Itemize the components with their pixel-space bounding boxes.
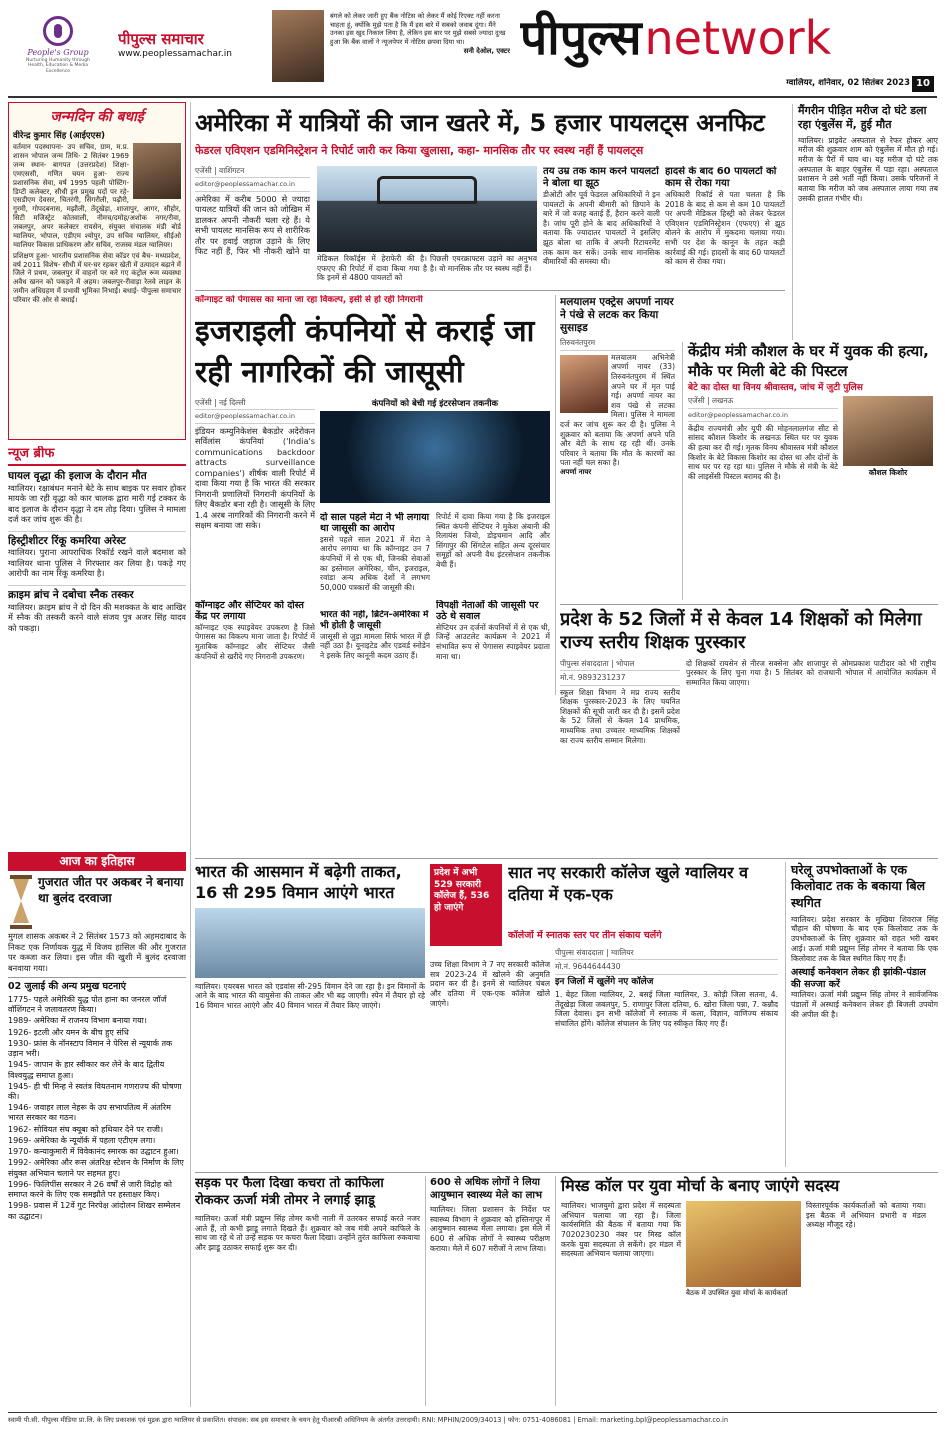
hacker-photo xyxy=(320,411,550,503)
israel-photo-box xyxy=(320,398,550,508)
masthead-rule xyxy=(8,96,937,98)
israel-email: editor@peoplessamachar.co.in xyxy=(195,412,315,423)
birthday-text-2: प्रशिक्षण हुआ- भारतीय प्रशासनिक सेवा कॉडर एवं बैच- मध्यप्रदेश, वर्ष 2011 विशेष- सीधी में घर-घर रहकर खेती में उत्पादन बढ़ाने में जिले ने प्रथम, जबलपुर में वाहनों पर करे गए कंट्रोल रूम व्यवस्था अवैध खनन को पकड़ने में अहम। जबलपुर-रीवाड़ा रेलवे लाइन के जमीन अधिग्रहण में प्रभावी भूमिका निभाई। बधाई- पीपुल्स समाचार परिवार की ओर से बधाई। xyxy=(13,251,181,304)
history-events xyxy=(8,995,186,1222)
israel-photo-label: कंपनियों को बेची गई इंटरसेप्शन तकनीक xyxy=(320,398,550,411)
brief-headline: घायल वृद्धा की इलाज के दौरान मौत xyxy=(8,470,147,483)
israel-kicker: कॉन्गाइट को पेगासस का माना जा रहा विकल्प, इसी से हो रही निगरानी xyxy=(195,295,423,305)
kerala-headline: मलयालम एक्ट्रेस अपर्णा नायर ने पंखे से लटक कर किया सुसाइड xyxy=(560,296,674,335)
lower-rule xyxy=(195,1172,938,1173)
missed-call-text-2: विस्तारपूर्वक कार्यकर्ताओं को बताया गया। इस बैठक में अभियान प्रभारी व मंडल अध्यक्ष मौजूद रहे। xyxy=(806,1200,926,1230)
israel-sub-2: कॉग्नाइट और सेप्टियर को दोस्त केंद्र पर लगाया xyxy=(195,600,304,623)
israel-sub-4: भारत की नहीं, ब्रिटेन-अमेरिका में भी होती है जासूसी xyxy=(320,610,429,631)
awards-mobile: मो.नं. 9893231237 xyxy=(560,673,680,685)
cockpit-window xyxy=(377,176,477,204)
lead-col-1 xyxy=(195,166,310,256)
birthday-name: वीरेन्द्र कुमार सिंह (आईएएस) xyxy=(13,130,105,141)
colleges-body xyxy=(555,948,778,1168)
colleges-byline: पीपुल्स संवाददाता | ग्वालियर xyxy=(555,948,778,960)
network-title xyxy=(520,8,940,72)
colleges-text: 1. बेहट जिला ग्वालियर, 2. बसई जिला ग्वालियर, 3. कोड़ी जिला सतना, 4. तेंदूखेड़ा जिला जबलपुर, 5. राणापुर जिला दतिया, 6. खोरा जिला पन्ना, 7. कन्नौद जिला देवास। इन सभी कॉलेजों में स्नातक में कला, विज्ञान, वाणिज्य संकाय संचालित होंगे। कॉलेज संचालन के लिए पद स्वीकृत किए गए हैं। xyxy=(555,990,778,1029)
history-event: 1926- इटली और यमन के बीच हुए संधि xyxy=(8,1027,129,1037)
israel-col-4 xyxy=(195,600,315,690)
history-event: 1970- कन्याकुमारी में विवेकानंद स्मारक का उद्घाटन हुआ। xyxy=(8,1147,179,1157)
lead-subhead: फेडरल एविएशन एडमिनिस्ट्रेशन ने रिपोर्ट जारी कर किया खुलासा, कहा- मानसिक तौर पर स्वस्थ नहीं हैं पायलट्स xyxy=(195,144,644,157)
lead-email: editor@peoplessamachar.co.in xyxy=(195,180,310,191)
network-title-en: network xyxy=(644,11,832,65)
history-event: 1945- जापान के हार स्वीकार कर लेने के बाद द्वितीय विश्वयुद्ध समाप्त हुआ। xyxy=(8,1060,165,1080)
colleges-headline: सात नए सरकारी कॉलेज खुले ग्वालियर व दतिया में एक-एक xyxy=(508,863,749,905)
lead-headline: अमेरिका में यात्रियों की जान खतरे में, 5 हजार पायलट्स अनफिट xyxy=(195,109,765,137)
awards-text-2: दो शिक्षकों रायसेन से नीरज सक्सेना और शाजापुर से ओमप्रकाश पाटीदार को भी राष्ट्रीय पुरस्कार के लिए चुना गया है। 5 सितंबर को राजधानी भोपाल में आयोजित कार्यक्रम में सम्मानित किया जाएगा। xyxy=(686,658,936,687)
history-event: 1969- अमेरिका के न्यूयॉर्क में पहला एटीएम लगा। xyxy=(8,1135,156,1145)
awards-text: स्कूल शिक्षा विभाग ने मप्र राज्य स्तरीय शिक्षक पुरस्कार-2023 के लिए चयनित शिक्षकों की सूची जारी कर दी है। इसमें प्रदेश के 52 जिलों से केवल 14 प्राथमिक, माध्यमिक तथा उच्चतर माध्यमिक शिक्षकों का राज्य स्तरीय सम्मान मिलेगा। xyxy=(560,687,680,745)
israel-sub-2-text: कॉग्नाइट एक स्पाइवेयर उपकरण है जिसे पेगासस का विकल्प माना जाता है। रिपोर्ट में मुताबिक कॉग्नाइट और सेप्टियर जैसी कंपनियों से खरीदे गए निगरानी उपकरण। xyxy=(195,622,315,661)
garbage-headline: सड़क पर फैला दिखा कचरा तो काफिला रोककर ऊर्जा मंत्री तोमर ने लगाई झाडू xyxy=(195,1176,384,1208)
quote-author-photo xyxy=(272,10,324,82)
electricity-sub: अस्थाई कनेक्शन लेकर ही झांकी-पंडाल की सज्जा करें xyxy=(791,967,926,990)
israel-col-3 xyxy=(436,512,550,602)
minister-subhead: बेटे का दोस्त था विनय श्रीवास्तव, जांच में जुटी पुलिस xyxy=(688,383,863,393)
israel-col-1 xyxy=(195,398,315,593)
cockpit-photo xyxy=(317,166,537,252)
lead-col-4-text: अधिकारी रिकॉर्ड से पता चलता है कि 2018 के बाद से कम से कम 10 पायलटों पर अपनी मेडिकल हिस्ट्री को लेकर फेडरल एविएशन एडमिनिस्ट्रेशन (एफएए) से झूठ बोलने के आरोप में मुकदमा चलाया गया। सभी पर देश के कानून के तहत कड़ी कार्रवाई की गई। हादसों के बाद 60 पायलटों को काम से रोका गया। xyxy=(665,190,785,267)
dateline: ग्वालियर, शनिवार, 02 सितंबर 2023 xyxy=(786,78,910,88)
history-text: मुगल शासक अकबर ने 2 सितंबर 1573 को अहमदाबाद के निकट एक निर्णायक युद्ध में विजय हासिल की और गुजरात पर कब्जा कर लिया। इस जीत की खुशी में बुलंद दरवाजा बनवाया गया। xyxy=(8,931,186,973)
missed-call-text: ग्वालियर। भाजयुमो द्वारा प्रदेश में सदस्यता अभियान चलाया जा रहा है। जिला कार्यसमिति की बैठक में बताया गया कि 7020230230 नंबर पर मिस्ड कॉल करके युवा सदस्यता ले सकेंगे। हर मंडल में सदस्यता अभियान चलाया जाएगा। xyxy=(561,1200,681,1259)
brief-item xyxy=(8,585,186,633)
israel-col-2 xyxy=(320,512,430,602)
lead-col-4-head: हादसे के बाद 60 पायलटों को काम से रोका गया xyxy=(665,166,777,189)
birthday-photo xyxy=(133,143,181,199)
brief-text: ग्वालियर। क्राइम ब्रांच ने दो दिन की मशक्कत के बाद आखिर में स्नैक की तस्करी करने वाले संजय पुत्र अजर सिंह यादव को पकड़ा। xyxy=(8,601,186,633)
awards-byline: पीपुल्स संवाददाता | भोपाल xyxy=(560,659,680,671)
israel-sub-4-text: जासूसी से जुड़ा मामला सिर्फ भारत में ही नहीं उठा है। यूनाइटेड और एडवर्ड स्नोडेन ने इसके लिए कानूनी कदम उठाए हैं। xyxy=(320,631,430,660)
group-tagline: Nurturing Humanity through Health, Education & Media Excellence xyxy=(26,58,90,74)
hourglass-icon xyxy=(8,875,34,931)
colleges-mobile: मो.नं. 9644644430 xyxy=(555,962,778,974)
colleges-list-head: इन जिलों में खुलेंगे नए कॉलेज xyxy=(555,976,654,987)
lead-col-1-text: अमेरिका में करीब 5000 से ज्यादा पायलट यात्रियों की जान को जोखिम में डालकर अपनी नौकरी चला रहे हैं। ये सभी पायलट मानसिक रूप से शारीरिक तौर पर हवाई जहाज उड़ाने के लिए फिट नहीं हैं, फिर भी नौकरी खोने या xyxy=(195,193,310,256)
lead-byline: एजेंसी | वाशिंगटन xyxy=(195,166,310,178)
electricity-sub-text: ग्वालियर। ऊर्जा मंत्री प्रद्युम्न सिंह तोमर ने सार्वजनिक पंडालों में अस्थाई कनेक्शन लेकर ही बिजली उपयोग की अपील की है। xyxy=(791,990,938,1019)
minister-text: केंद्रीय राज्यमंत्री और यूपी की मोहनलालगंज सीट से सांसद कौशल किशोर के लखनऊ स्थित घर पर युवक की हत्या कर दी गई। मृतक विनय श्रीवास्तव मंत्री कौशल किशोर के बेटे विकास किशोर का दोस्त था और दोनों के साथ घर पर रह रहा था। पुलिस ने मौके से मंत्री के बेटे की लाइसेंसी पिस्टल बरामद की है। xyxy=(688,423,838,481)
israel-col-6 xyxy=(320,610,430,700)
minister-photo xyxy=(843,396,933,466)
aviation-text-2: उच्च शिक्षा विभाग ने 7 नए सरकारी कॉलेज सत्र 2023-24 में खोलने की अनुमति प्रदान कर दी है। इनमें से ग्वालियर चंबल और दतिया में एक-एक कॉलेज खोले जाएंगे। xyxy=(430,960,550,1008)
footer: स्वामी पी.सी. पीपुल्स मीडिया प्रा.लि. के लिए प्रकाशक एवं मुद्रक द्वारा ग्वालियर से प्रकाशित। संपादक: सब इस समाचार के चयन हेतु पीआरबी अधिनियम के अंतर्गत उत्तरदायी। RNI: MPHIN/2009/34013 | फोन: 0751-4086081 | Email: marketing.bpl@peoplessamachar.co.in xyxy=(8,1412,937,1438)
israel-sub-1: दो साल पहले मेटा ने भी लगाया था जासूसी का आरोप xyxy=(320,512,430,535)
birthday-title: जन्मदिन की बधाई xyxy=(50,109,144,125)
brief-text: ग्वालियर। रक्षाबंधन मनाने बेटे के साथ बाइक पर सवार होकर मायके जा रही वृद्धा को कार चालक द्वारा मारी गई टक्कर के बाद इलाज के दौरान वृद्धा ने दम तोड़ दिया। पुलिस ने मामला दर्ज कर जांच शुरू की है। xyxy=(8,482,186,525)
side-story xyxy=(792,104,938,340)
column-divider xyxy=(555,295,556,695)
history-event: 1962- सोवियत संघ क्यूबा को हथियार देने पर राजी। xyxy=(8,1124,164,1134)
brief-text: ग्वालियर। पुराना आपराधिक रिकॉर्ड रखने वाले बदमाश को ग्वालियर थाना पुलिस ने गिरफ्तार कर लिया है। पकड़े गए आरोपी का नाम रिंकू कमरिया है। xyxy=(8,547,186,579)
brief-headline: हिस्ट्रीशीटर रिंकू कमरिया अरेस्ट xyxy=(8,534,126,547)
news-brief-title: न्यूज ब्रीफ xyxy=(8,446,186,466)
group-logo-text: People's Group xyxy=(27,48,89,57)
israel-sub-1-text: इससे पहले साल 2021 में मेटा ने आरोप लगाया था कि कॉग्नाइट उन 7 कंपनियों में से एक थी, जिनकी सेवाओं का इस्तेमाल अमेरिका, चीन, इजराइल, रवांडा अन्य अधिक देशों ने लगभग 50,000 पत्रकारों की जासूसी की। xyxy=(320,534,430,592)
history-event: 1989- अमेरिका में राजनय विभाग बनाया गया। xyxy=(8,1016,147,1026)
electricity-headline: घरेलू उपभोक्ताओं के एक किलोवाट तक के बकाया बिल स्थगित xyxy=(791,862,926,910)
lead-bottom-rule xyxy=(195,290,785,291)
history-event: 1996- फिलिपींस सरकार ने 26 वर्षों से जारी विद्रोह को समाप्त करने के लिए एक समझौते पर हस्ताक्षर किए। xyxy=(8,1179,172,1200)
history-event: 1945- ही ची मिन्ह ने स्वतंत्र वियतनाम गणराज्य की घोषणा की। xyxy=(8,1081,182,1101)
meeting-photo xyxy=(686,1201,801,1287)
israel-col-2-text: रिपोर्ट में दावा किया गया है कि इजराइल स्थित कंपनी सेप्टियर ने मुकेश अंबानी की रिलायंस जियो, डोइचमान आदि और सिंगापुर की सिंगटेल सहित अन्य दूरसंचार समूहों को अपनी वैध इंटरसेप्शन तकनीक बेची हैं। xyxy=(436,512,550,569)
brief-item xyxy=(8,470,186,525)
history-event: 1998- प्रवास में 12वें गुट निरपेक्ष आंदोलन शिखर सम्मेलन का उद्घाटन। xyxy=(8,1201,181,1221)
history-box xyxy=(8,852,186,1407)
israel-headline: इजराइली कंपनियों से कराई जा रही नागरिकों की जासूसी xyxy=(195,314,535,390)
brand-name: पीपुल्स समाचार xyxy=(118,30,204,48)
brief-item xyxy=(8,531,186,579)
minister-story xyxy=(682,342,938,600)
side-story-text: ग्वालियर। प्राइवेट अस्पताल से रेफर होकर आए मरीज की शुक्रवार शाम को एंबुलेंस में मौत हो गई। मरीज के पैरों में घाव था। यह मरीज दो घंटे तक अस्पताल के बाहर एंबुलेंस में पड़ा रहा। अस्पताल प्रशासन ने उसे भर्ती नहीं किया। उसके परिजनों ने बताया कि मरीज को जब अस्पताल लाया गया तब उसकी हालत गंभीर थी। xyxy=(798,135,938,203)
quote-author: सनी देओल, एक्टर xyxy=(463,46,510,55)
electricity-story xyxy=(785,862,938,1167)
lead-col-3-head: तय उम्र तक काम करने पायलटों ने बोला था झूठ xyxy=(543,166,659,189)
airplane-photo xyxy=(195,908,425,978)
israel-col-1-text: इंडियन कम्युनिकेशंस बैकडोर अदेरोकन सर्विलांस कंपनियां ('India's communications backdoor attracts surveillance companies') शीर्षक वाली रिपोर्ट में दावा किया गया है कि भारत की सरकार निगरानी प्रणालियों निगरानी कंपनियों के लिए बैकडोर बना रही है। जासूसी के लिए 1.4 अरब नागरिकों की निगरानी करने में सक्षम बनाया जा सके। xyxy=(195,425,315,530)
group-logo-icon xyxy=(43,16,73,46)
minister-email: editor@peoplessamachar.co.in xyxy=(688,411,838,422)
birthday-box xyxy=(8,102,186,440)
colleges-box: प्रदेश में अभी 529 सरकारी कॉलेज हैं, 536 हो जाएंगे xyxy=(430,864,502,946)
history-list-head: 02 जुलाई की अन्य प्रमुख घटनाएं xyxy=(8,977,186,993)
history-headline: गुजरात जीत पर अकबर ने बनाया था बुलंद दरवाजा xyxy=(38,875,184,905)
lead-col-3-text: डीओटी और पूर्व फेडरल अधिकारियों ने इन पायलटों के अपनी बीमारी को छिपाने के बारे में जो वजह बताई हैं, हैरान करने वाली है। जांच पूरी होने के बाद अधिकारियों ने बताया कि ज्यादातर पायलटों ने इसलिए झूठ बोला था ताकि वे अपनी रिटायरमेंट तक काम कर सकें। उनके साथ मानसिक बीमारियों की समस्या थी। xyxy=(543,190,660,267)
aviation-story xyxy=(195,862,425,1162)
history-event: 1946- जवाहर लाल नेहरू के उप सभापतित्व में अंतरिम भारत सरकार का गठन। xyxy=(8,1103,171,1123)
actress-photo xyxy=(560,355,608,413)
lead-col-2-text: पिछली एयरक्राफ्टस उड़ाने का अनुभव है। वो मानसिक तौर पर स्वस्थ नहीं हैं। xyxy=(430,254,537,273)
minister-byline: एजेंसी | लखनऊ xyxy=(688,396,838,408)
page-number: 10 xyxy=(912,76,934,92)
electricity-text: ग्वालियर। प्रदेश सरकार के मुखिया शिवराज सिंह चौहान की घोषणा के बाद एक किलोवाट तक के उपभोक्ताओं के लिए शुक्रवार को राहत भरी खबर आई। ऊर्जा मंत्री प्रद्युम्न सिंह तोमर ने बताया कि एक किलोवाट तक के बिल स्थगित किए गए हैं। xyxy=(791,914,938,963)
israel-byline: एजेंसी | नई दिल्ली xyxy=(195,398,315,410)
aviation-text: ग्वालियर। एयरबस भारत को एडवांस सी-295 विमान देने जा रहा है। इन विमानों के आने के बाद भारत की वायुसेना की ताकत और भी बढ़ जाएगी। स्पेन में तैयार हो रहे 16 विमान भारत आएंगे और 40 विमान भारत में तैयार किए जाएंगे। xyxy=(195,981,425,1011)
ayushman-text: ग्वालियर। जिला प्रशासन के निर्देश पर स्वास्थ्य विभाग ने शुक्रवार को हस्तिनापुर में आयुष्मान स्वास्थ्य मेला लगाया। इस मेले में 600 से अधिक लोगों ने स्वास्थ्य परीक्षण कराया। मेले में 607 मरीजों ने लाभ लिया। xyxy=(430,1205,550,1253)
website-link[interactable]: www.peoplessamachar.in xyxy=(118,48,232,59)
ayushman-headline: 600 से अधिक लोगों ने लिया आयुष्मान स्वास्थ्य मेले का लाभ xyxy=(430,1177,543,1201)
lead-col-4 xyxy=(665,166,785,286)
mid-rule xyxy=(195,858,938,859)
lead-photo-caption: मेडिकल रिकॉर्ड्स में हेराफेरी की है। एफएए की रिपोर्ट में दावा किया गया है कि इनमें से 4800 पायलटों को xyxy=(317,254,427,283)
minister-photo-caption: कौशल किशोर xyxy=(868,468,908,478)
awards-story xyxy=(560,604,938,854)
quote-text: बंगले को लेकर जारी हुए बैंक नोटिस को लेकर मैं कोई रिएक्ट नहीं करना चाहता हूं, क्योंकि मुझे पता है कि मैं इस बारे में सबको जवाब दूंगा। मैंने उनका इस खुद निकाल लिया है, लेकिन इस बार पर मुझे सबसे ज्यादा दुःख हुआ कि बैंक वालों ने न्यूजपेपर में नोटिस छपवा दिया था। xyxy=(330,12,506,47)
group-logo xyxy=(18,16,98,76)
colleges-subhead: कॉलेजों में स्नातक स्तर पर तीन संकाय चलेंगे xyxy=(508,930,662,941)
brand-block xyxy=(118,30,268,70)
israel-col-5 xyxy=(436,600,550,690)
minister-headline: केंद्रीय मंत्री कौशल के घर में युवक की हत्या, मौके पर मिली बेटे की पिस्टल xyxy=(688,342,929,380)
awards-headline: प्रदेश के 52 जिलों में से केवल 14 शिक्षकों को मिलेगा राज्य स्तरीय शिक्षक पुरस्कार xyxy=(560,609,922,654)
aviation-headline: भारत की आसमान में बढ़ेगी ताकत, 16 सी 295 विमान आएंगे भारत xyxy=(195,862,402,902)
missed-call-story xyxy=(555,1176,938,1406)
missed-call-headline: मिस्ड कॉल पर युवा मोर्चा के बनाए जाएंगे सदस्य xyxy=(561,1176,840,1195)
garbage-text: ग्वालियर। ऊर्जा मंत्री प्रद्युम्न सिंह तोमर कभी नाली में उतरकर सफाई करते नजर आते हैं, तो कभी झाडू लगाते दिखते हैं। शुक्रवार को जब मंत्री अपने काफिले के साथ जा रहे थे तो उन्हें सड़क पर कचरा फैला दिखा। उन्होंने तुरंत काफिला रुकवाया और झाडू उठाकर सफाई शुरू कर दी। xyxy=(195,1213,420,1252)
history-event: 1930- फ्रांस के नॉनस्टाप विमान ने पेरिस से न्यूयार्क तक उड़ान भरी। xyxy=(8,1038,173,1059)
news-brief xyxy=(8,446,186,846)
birthday-text: वर्तमान पदस्थापना- उप सचिव, ग्राम, म.प्र. शासन भोपाल जन्म तिथि- 2 सितंबर 1969 जन्म स्थान- बागपत (उत्तरप्रदेश) शिक्षा- एमएससी, गणित चयन हुआ- राज्य प्रशासनिक सेवा, वर्ष 1995 पहली पोस्टिंग- डिप्टी कलेक्टर, सीधी इन प्रमुख पदों पर रहे- एसडीएम देवसर, चितरंगी, सिंगरौली, पढ़ौरी, गुरमी, गोपदबनास, मझौली, तेंदूखेड़ा, शाजापुर, आगर, सीहोर, सिटी मजिस्ट्रेट कोतवाली, नीमच/दमोह/अशोक नगर/रीवा, जबलपुर, अपर कलेक्टर रायसेन, संयुक्त संचालक मंडी बोर्ड ग्वालियर, भोपाल, एडीएम श्योपुर, उप सचिव ग्वालियर, सीईओ ग्वालियर विकास प्राधिकरण और सचिव, राजस्व मंडल ग्वालियर। xyxy=(13,143,181,249)
column-divider xyxy=(190,102,191,1407)
ayushman-story xyxy=(425,1176,550,1406)
meeting-photo-caption: बैठक में उपस्थित युवा मोर्चा के कार्यकर्ता xyxy=(686,1288,788,1297)
lead-col-3 xyxy=(543,166,660,286)
history-event: 1992- अमेरिका और रूस अंतरिक्ष स्टेशन के निर्माण के लिए संयुक्त अभियान चलाने पर सहमत हुए। xyxy=(8,1158,184,1178)
network-title-hindi: पीपुल्स xyxy=(520,10,642,66)
kerala-byline: तिरुवनंतपुरम xyxy=(560,338,675,350)
quote-block xyxy=(330,12,510,92)
actress-caption: अपर्णा नायर xyxy=(560,467,592,476)
masthead xyxy=(0,0,945,96)
kerala-story xyxy=(560,296,675,596)
history-title: आज का इतिहास xyxy=(8,852,186,871)
garbage-story xyxy=(195,1176,420,1406)
kerala-text: मलयालम अभिनेत्री अपर्णा नायर (33) तिरुवनंतपुरम में स्थित अपने घर में मृत पाई गई। अपर्णा नायर का शव पंखे से लटका मिला। पुलिस ने मामला दर्ज कर जांच शुरू कर दी है। पुलिस ने शुक्रवार को बताया कि अपर्णा अपने पति और बेटी के साथ रह रही थीं। उनके परिवार ने बताया कि मौत के कारणों का पता नहीं चल सका है। xyxy=(560,352,675,468)
history-event: 1775- पहले अमेरिकी युद्ध पोत हाना का जनरल जॉर्ज वॉशिंगटन ने जलावतरण किया। xyxy=(8,994,167,1015)
israel-sub-3: विपक्षी नेताओं की जासूसी पर उठे थे सवाल xyxy=(436,600,539,623)
israel-sub-3-text: सेप्टियर उन दर्जनों कंपनियों में से एक थी, जिन्हें आउटलेट कार्यक्रम ने 2021 में संभावित रूप से पेगासस स्पाइवेयर प्रदाता माना था। xyxy=(436,622,550,661)
brief-headline: क्राइम ब्रांच ने दबोचा स्नैक तस्कर xyxy=(8,588,134,601)
side-story-headline: मैंगरीन पीड़ित मरीज दो घंटे डला रहा एंबुलेंस में, हुई मौत xyxy=(798,104,927,131)
